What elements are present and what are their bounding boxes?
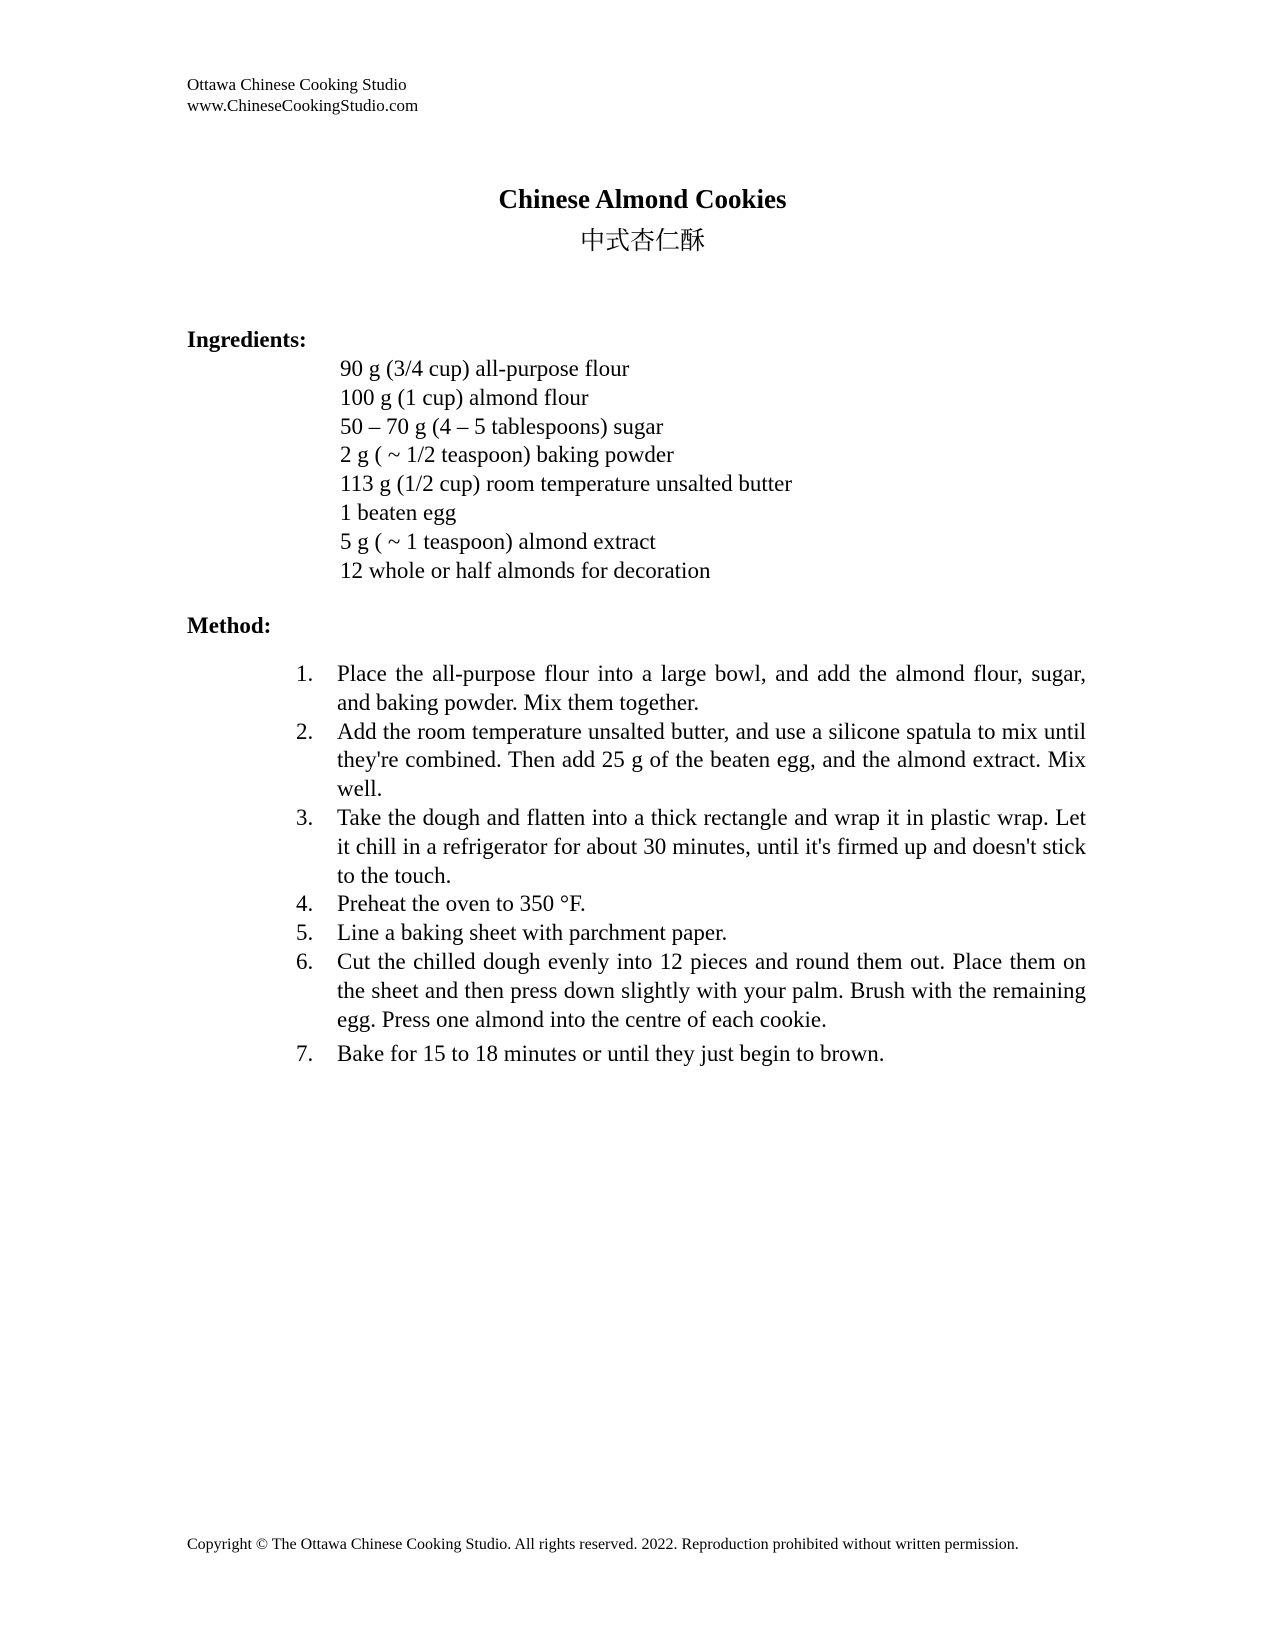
recipe-chinese-title: 中式杏仁酥	[579, 226, 705, 255]
method-step	[296, 948, 1086, 1034]
ingredients-list	[340, 355, 792, 585]
recipe-title: Chinese Almond Cookies	[498, 184, 787, 214]
step-number: 6.	[296, 948, 314, 974]
method-step	[296, 804, 1086, 890]
method-step	[296, 718, 1086, 804]
page-header	[187, 74, 418, 116]
step-number: 3.	[296, 804, 314, 830]
website-text: www.ChineseCookingStudio.com	[187, 96, 419, 115]
ingredients-heading: Ingredients:	[187, 327, 307, 352]
method-step	[296, 919, 1086, 948]
method-step	[296, 660, 1086, 718]
method-list	[296, 660, 1086, 1069]
step-number: 2.	[296, 718, 314, 744]
ingredient-item: 5 g ( ~ 1 teaspoon) almond extract	[340, 528, 656, 554]
ingredient-item: 113 g (1/2 cup) room temperature unsalted butter	[340, 471, 792, 497]
ingredient-item: 50 – 70 g (4 – 5 tablespoons) sugar	[340, 413, 664, 439]
ingredient-item: 100 g (1 cup) almond flour	[340, 384, 589, 410]
method-step	[296, 1040, 1086, 1069]
method-heading: Method:	[187, 613, 272, 638]
step-number: 5.	[296, 920, 314, 946]
method-step	[296, 890, 1086, 919]
step-text: Cut the chilled dough evenly into 12 pieces and round them out. Place them on the sheet and then press down slightly with your palm. Brush with the remaining egg. Press one almond into the centre of each cookie.	[337, 948, 1086, 1032]
step-text: Line a baking sheet with parchment paper.	[337, 920, 728, 946]
step-number: 4.	[296, 891, 314, 917]
studio-name: Ottawa Chinese Cooking Studio	[187, 75, 407, 94]
copyright-footer: Copyright © The Ottawa Chinese Cooking Studio. All rights reserved. 2022. Reproduction prohibited without written permission.	[187, 1536, 1019, 1553]
step-text: Add the room temperature unsalted butter, and use a silicone spatula to mix until they're combined. Then add 25 g of the beaten egg, and the almond extract. Mix well.	[337, 718, 1086, 802]
step-text: Preheat the oven to 350 °F.	[337, 891, 586, 917]
step-text: Place the all-purpose flour into a large bowl, and add the almond flour, sugar, and baking powder. Mix them together.	[337, 661, 1086, 715]
ingredient-item: 2 g ( ~ 1/2 teaspoon) baking powder	[340, 442, 674, 468]
step-number: 7.	[296, 1041, 314, 1067]
ingredient-item: 90 g (3/4 cup) all-purpose flour	[340, 356, 630, 381]
step-text: Take the dough and flatten into a thick rectangle and wrap it in plastic wrap. Let it chill in a refrigerator for about 30 minutes, until it's firmed up and doesn't stick to the touch.	[337, 804, 1086, 888]
ingredient-item: 12 whole or half almonds for decoration	[340, 557, 711, 583]
step-text: Bake for 15 to 18 minutes or until they just begin to brown.	[337, 1041, 885, 1067]
ingredient-item: 1 beaten egg	[340, 499, 457, 525]
title-block	[0, 182, 1275, 256]
step-number: 1.	[296, 661, 314, 686]
